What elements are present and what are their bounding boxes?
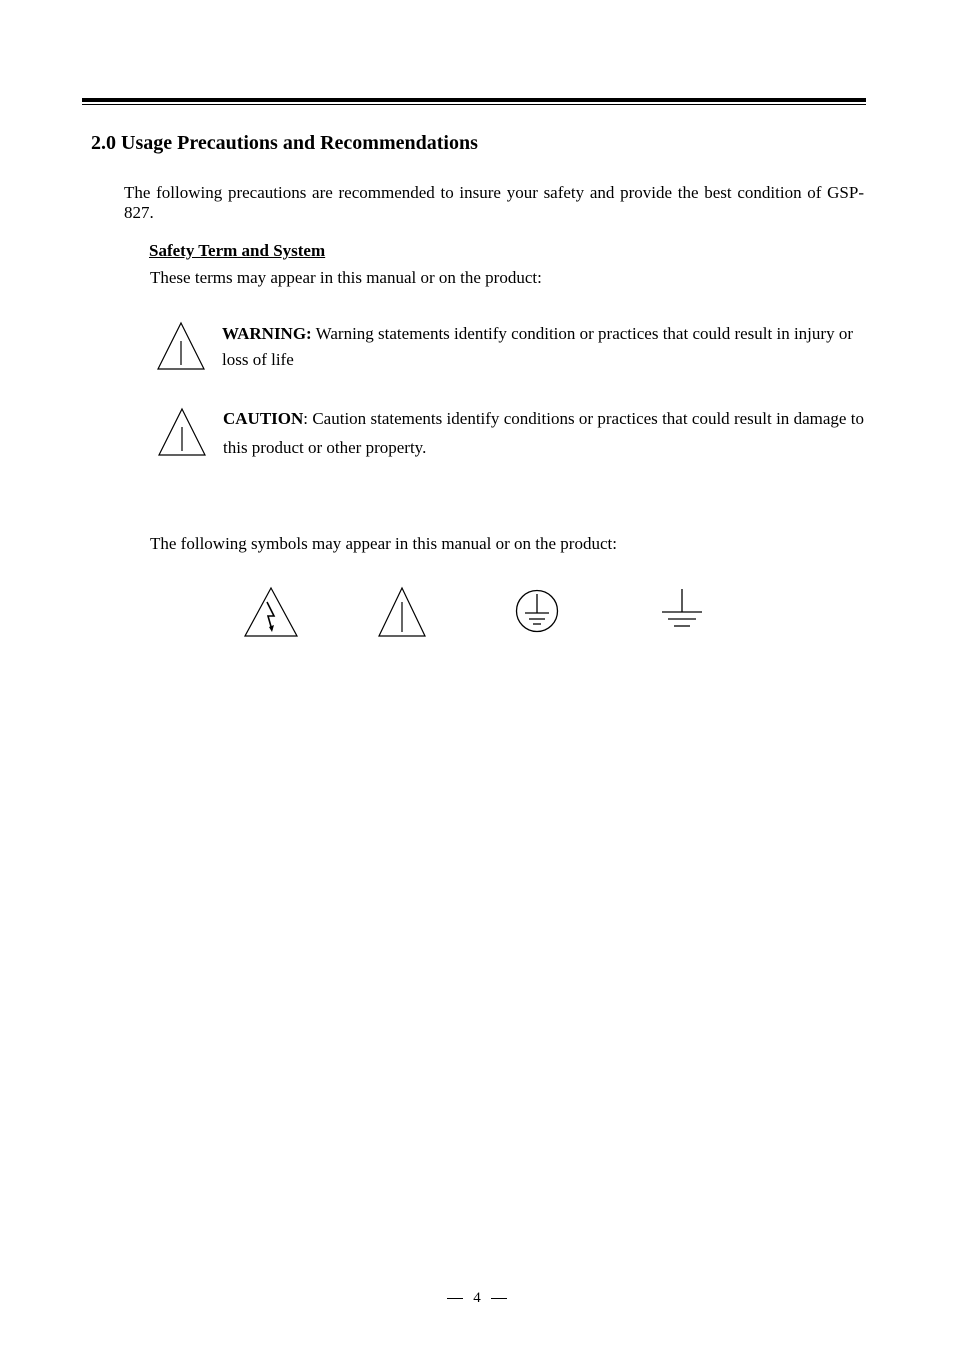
footer-dash-left <box>447 1298 463 1299</box>
section-heading: 2.0 Usage Precautions and Recommendations <box>91 132 478 154</box>
caution-statement <box>223 404 864 462</box>
warning-text: Warning statements identify condition or practices that could result in injury or loss of life <box>222 324 853 369</box>
terms-intro: These terms may appear in this manual or on the product: <box>150 268 542 287</box>
warning-triangle-icon <box>156 321 206 371</box>
protective-earth-icon <box>514 588 560 634</box>
caution-text: : Caution statements identify conditions or practices that could result in damage to this product or other property. <box>223 409 864 457</box>
high-voltage-icon <box>243 586 299 638</box>
footer-dash-right <box>491 1298 507 1299</box>
caution-triangle-icon <box>157 407 207 457</box>
page-number: 4 <box>473 1290 481 1306</box>
symbols-intro: The following symbols may appear in this manual or on the product: <box>150 534 617 553</box>
safety-term-heading: Safety Term and System <box>149 241 326 260</box>
warning-label: WARNING: <box>222 324 312 343</box>
ground-icon <box>660 588 704 632</box>
page-footer <box>0 1290 954 1307</box>
header-rule-thin <box>82 104 866 105</box>
intro-paragraph: The following precautions are recommended to insure your safety and provide the best condition of GSP-827. <box>124 183 864 222</box>
warning-statement <box>222 321 864 373</box>
header-rule-thick <box>82 98 866 102</box>
attention-icon <box>377 586 427 638</box>
caution-label: CAUTION <box>223 409 304 428</box>
